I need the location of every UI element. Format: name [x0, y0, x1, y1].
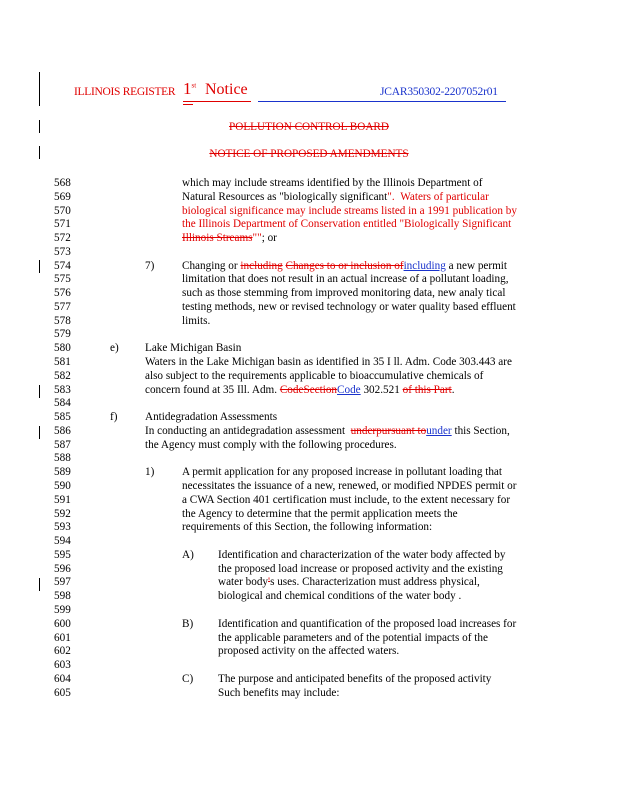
- deleted-text: Illinois Streams: [182, 232, 253, 244]
- line-number: 579: [54, 328, 71, 340]
- line-number: 585: [54, 411, 71, 423]
- inserted-text: ".: [387, 191, 395, 203]
- text-line: the Agency to determine that the permit application meets the: [182, 508, 458, 520]
- notice-underline-2: [183, 104, 193, 105]
- line-number: 596: [54, 563, 71, 575]
- text-span: Changing or: [182, 260, 238, 272]
- item-label: C): [182, 673, 194, 685]
- line-number: 591: [54, 494, 71, 506]
- text-line: also subject to the requirements applicable to bioaccumulative chemicals of: [145, 370, 484, 382]
- line-number: 573: [54, 246, 71, 258]
- line-number: 594: [54, 535, 71, 547]
- line-number: 587: [54, 439, 71, 451]
- line-number: 597: [54, 576, 71, 588]
- deleted-text: of this Part: [402, 384, 452, 396]
- text-span: s uses. Characterization must address physical,: [270, 576, 480, 588]
- inserted-text: including: [403, 260, 446, 272]
- notice-label: Notice: [205, 81, 248, 98]
- text-line: a CWA Section 401 certification must include, to the extent necessary for: [182, 494, 511, 506]
- text-span: a new permit: [448, 260, 508, 272]
- line-number: 586: [54, 425, 71, 437]
- text-line: testing methods, new or revised technology or water quality based effluent: [182, 301, 516, 313]
- notice-underline: [183, 101, 251, 102]
- line-number: 577: [54, 301, 71, 313]
- text-line: Antidegradation Assessments: [145, 411, 278, 423]
- text-line: the proposed load increase or proposed activity and the existing: [218, 563, 503, 575]
- item-label: 1): [145, 466, 155, 478]
- inserted-line: biological significance may include streams listed in a 1991 publication by: [182, 205, 517, 217]
- line-number: 590: [54, 480, 71, 492]
- line-number: 570: [54, 205, 71, 217]
- line-number: 602: [54, 645, 71, 657]
- line-number: 568: [54, 177, 71, 189]
- line-number: 599: [54, 604, 71, 616]
- text-line: A permit application for any proposed increase in pollutant loading that: [182, 466, 503, 478]
- item-label: 7): [145, 260, 155, 272]
- change-bar: [39, 72, 40, 106]
- item-label: e): [110, 342, 119, 354]
- document-id: JCAR350302-2207052r01: [380, 86, 498, 98]
- notice-number-suffix: st: [191, 81, 197, 90]
- text-line: limits.: [182, 315, 211, 327]
- text-span: water body: [218, 576, 269, 588]
- text-line: proposed activity on the affected waters.: [218, 645, 400, 657]
- text-line: requirements of this Section, the following information:: [182, 521, 433, 533]
- change-bar: [39, 260, 40, 273]
- line-number: 583: [54, 384, 71, 396]
- line-number: 603: [54, 659, 71, 671]
- text-span: .: [451, 384, 455, 396]
- deleted-text: pursuant to: [376, 425, 427, 437]
- inserted-line: the Illinois Department of Conservation entitled "Biologically Significant: [182, 218, 512, 230]
- deleted-text: Section: [303, 384, 338, 396]
- text-line: which may include streams identified by the Illinois Department of: [182, 177, 483, 189]
- text-line: [182, 260, 507, 274]
- text-span: In conducting an antidegradation assessment: [145, 425, 346, 437]
- text-span: ; or: [261, 232, 277, 244]
- change-bar: [39, 385, 40, 398]
- item-label: f): [110, 411, 118, 423]
- inserted-text: "": [252, 232, 262, 244]
- line-number: 575: [54, 273, 71, 285]
- deleted-text: Changes to or inclusion of: [285, 260, 404, 272]
- text-line: the Agency must comply with the following procedures.: [145, 439, 397, 451]
- text-line: [145, 384, 455, 398]
- inserted-text: Code: [337, 384, 361, 396]
- line-number: 601: [54, 632, 71, 644]
- line-number: 584: [54, 397, 71, 409]
- line-number: 605: [54, 687, 71, 699]
- change-bar: [39, 426, 40, 439]
- text-line: Waters in the Lake Michigan basin as identified in 35 I ll. Adm. Code 303.443 are: [145, 356, 512, 368]
- line-number: 589: [54, 466, 71, 478]
- deleted-text: Code: [279, 384, 304, 396]
- notice-number: [183, 79, 196, 99]
- line-number: 600: [54, 618, 71, 630]
- text-line: Identification and quantification of the proposed load increases for: [218, 618, 517, 630]
- line-number: 572: [54, 232, 71, 244]
- text-line: necessitates the issuance of a new, renewed, or modified NPDES permit or: [182, 480, 517, 492]
- register-header: ILLINOIS REGISTER: [74, 86, 176, 98]
- line-number: 588: [54, 452, 71, 464]
- line-number: 578: [54, 315, 71, 327]
- line-number: 593: [54, 521, 71, 533]
- text-line: [145, 425, 510, 439]
- docid-rule: [258, 101, 506, 102]
- text-span: concern found at 35 Ill. Adm.: [145, 384, 278, 396]
- line-number: 582: [54, 370, 71, 382]
- deleted-text: under: [350, 425, 377, 437]
- text-line: [182, 232, 277, 246]
- text-line: limitation that does not result in an actual increase of a pollutant loading,: [182, 273, 509, 285]
- notice-title: NOTICE OF PROPOSED AMENDMENTS: [209, 148, 409, 160]
- line-number: 595: [54, 549, 71, 561]
- board-name: POLLUTION CONTROL BOARD: [229, 121, 389, 133]
- line-number: 581: [54, 356, 71, 368]
- text-line: such as those stemming from improved monitoring data, new analy tical: [182, 287, 506, 299]
- text-span: Natural Resources as "biologically significant: [182, 191, 388, 203]
- text-line: Lake Michigan Basin: [145, 342, 242, 354]
- inserted-text: Waters of particular: [400, 191, 489, 203]
- text-line: Such benefits may include:: [218, 687, 340, 699]
- item-label: A): [182, 549, 194, 561]
- text-line: the applicable parameters and of the potential impacts of the: [218, 632, 488, 644]
- line-number: 604: [54, 673, 71, 685]
- change-bar: [39, 578, 40, 591]
- text-span: this Section,: [454, 425, 510, 437]
- text-line: Identification and characterization of the water body affected by: [218, 549, 506, 561]
- line-number: 598: [54, 590, 71, 602]
- text-span: 302.521: [363, 384, 400, 396]
- notice-number-value: 1: [183, 79, 192, 98]
- line-number: 580: [54, 342, 71, 354]
- deleted-text: ': [268, 576, 271, 588]
- line-number: 569: [54, 191, 71, 203]
- text-line: biological and chemical conditions of the water body .: [218, 590, 462, 602]
- text-line: [182, 191, 489, 205]
- text-line: The purpose and anticipated benefits of the proposed activity: [218, 673, 492, 685]
- line-number: 571: [54, 218, 71, 230]
- item-label: B): [182, 618, 194, 630]
- line-number: 592: [54, 508, 71, 520]
- text-line: [218, 576, 480, 590]
- inserted-text: under: [426, 425, 452, 437]
- line-number: 574: [54, 260, 71, 272]
- deleted-text: including: [240, 260, 283, 272]
- line-number: 576: [54, 287, 71, 299]
